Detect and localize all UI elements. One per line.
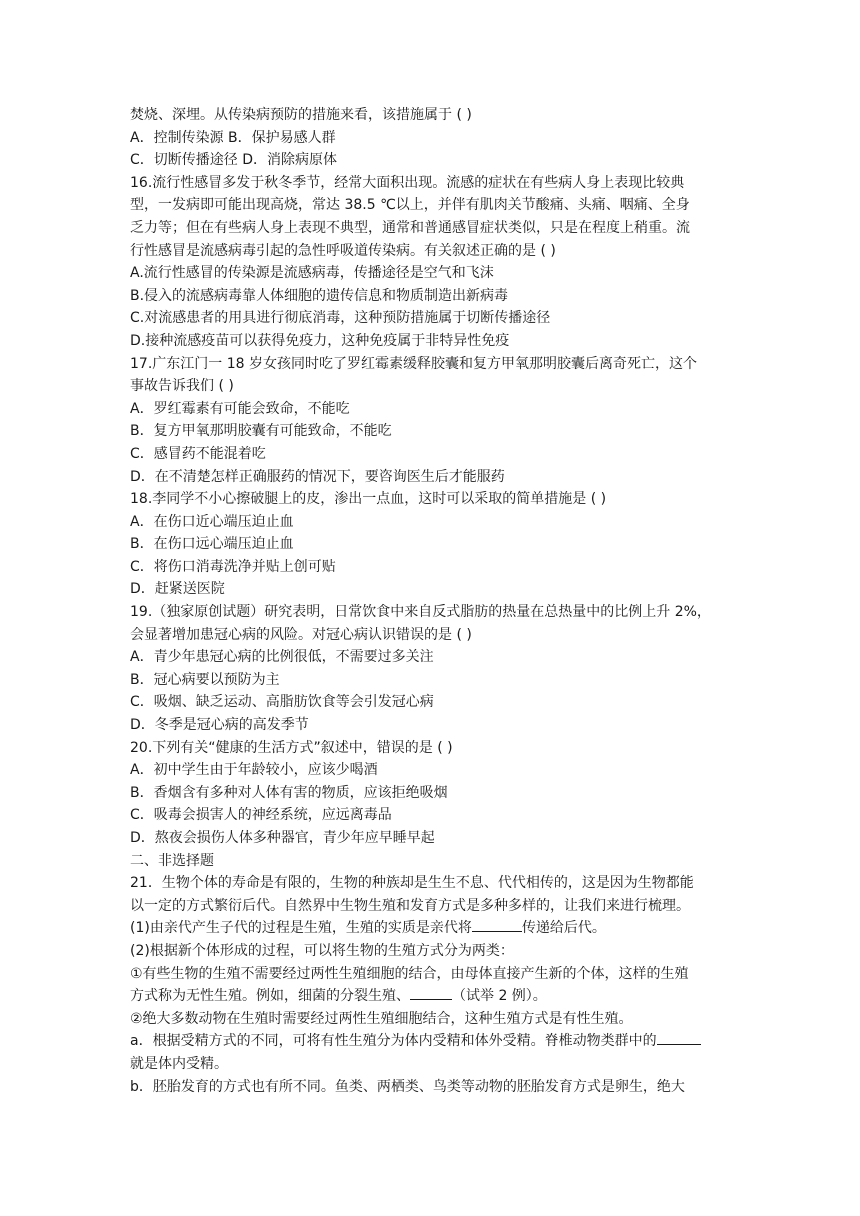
q21-part-a-2: 就是体内受精。	[130, 1055, 228, 1072]
q20-option-d: D．熬夜会损伤人体多种器官，青少年应早睡早起	[130, 830, 435, 846]
q21-part-2-2: ②绝大多数动物在生殖时需要经过两性生殖细胞结合，这种生殖方式是有性生殖。	[130, 1010, 633, 1027]
q16-option-b: B.侵入的流感病毒靠人体细胞的遗传信息和物质制造出新病毒	[130, 287, 509, 304]
q21-part-1-text: (1)由亲代产生子代的过程是生殖，生殖的实质是亲代将	[130, 920, 472, 937]
q21-part-2-1-a: ①有些生物的生殖不需要经过两性生殖细胞的结合，由母体直接产生新的个体，这样的生殖	[130, 965, 689, 982]
q21-part-2: (2)根据新个体形成的过程，可以将生物的生殖方式分为两类：	[130, 942, 514, 959]
q21-part-1	[130, 917, 732, 940]
q18-option-c: C．将伤口消毒洗净并贴上创可贴	[130, 558, 336, 575]
q17-option-a: A．罗红霉素有可能会致命，不能吃	[130, 400, 350, 417]
q16-option-d: D.接种流感疫苗可以获得免疫力，这种免疫属于非特异性免疫	[130, 332, 510, 349]
q16-stem-1: 16.流行性感冒多发于秋冬季节，经常大面积出现。流感的症状在有些病人身上表现比较典	[130, 174, 685, 191]
q21-part-b-1: b．胚胎发育的方式也有所不同。鱼类、两栖类、鸟类等动物的胚胎发育方式是卵生，绝大	[130, 1078, 685, 1095]
q21-stem-2: 以一定的方式繁衍后代。自然界中生物生殖和发育方式是多种多样的，让我们来进行梳理。	[130, 897, 690, 914]
q19-stem-2: 会显著增加患冠心病的风险。对冠心病认识错误的是 ( )	[130, 626, 472, 643]
q21-part-2-1-b-text: 方式称为无性生殖。例如，细菌的分裂生殖、	[130, 988, 410, 1005]
q21-stem-1: 21．生物个体的寿命是有限的，生物的种族却是生生不息、代代相传的，这是因为生物都能	[130, 875, 694, 892]
q21-part-1-tail: 传递给后代。	[521, 920, 606, 937]
q19-option-d: D．冬季是冠心病的高发季节	[130, 717, 309, 734]
q16-option-a: A.流行性感冒的传染源是流感病毒，传播途径是空气和飞沫	[130, 265, 494, 282]
q17-option-d: D．在不清楚怎样正确服药的情况下，要咨询医生后才能服药	[130, 468, 505, 485]
q16-option-c: C.对流感患者的用具进行彻底消毒，这种预防措施属于切断传播途径	[130, 310, 551, 327]
q19-option-b: B．冠心病要以预防为主	[130, 671, 280, 688]
q16-stem-2: 型，一发病即可能出现高烧，常达 38.5 ℃以上，并伴有肌肉关节酸痛、头痛、咽痛、全身	[130, 197, 690, 214]
q20-option-c: C．吸毒会损害人的神经系统，应远离毒品	[130, 807, 392, 824]
section-heading-non-choice: 二、非选择题	[130, 852, 214, 869]
answer-blank	[410, 985, 452, 1000]
q21-part-a-1	[130, 1030, 732, 1053]
q20-option-a: A．初中学生由于年龄较小，应该少喝酒	[130, 762, 378, 779]
q20-option-b: B．香烟含有多种对人体有害的物质，应该拒绝吸烟	[130, 784, 448, 801]
q19-option-a: A．青少年患冠心病的比例很低，不需要过多关注	[130, 649, 434, 666]
q16-stem-3: 乏力等；但在有些病人身上表现不典型，通常和普通感冒症状类似，只是在程度上稍重。流	[130, 219, 690, 236]
q15-options-ab: A．控制传染源 B．保护易感人群	[130, 129, 336, 146]
q18-option-d: D．赶紧送医院	[130, 581, 225, 598]
q21-part-a-text: a．根据受精方式的不同，可将有性生殖分为体内受精和体外受精。脊椎动物类群中的	[130, 1033, 657, 1050]
answer-blank	[657, 1030, 701, 1045]
q21-part-2-1-b-tail: （试举 2 例）。	[452, 988, 547, 1005]
q17-stem-1: 17.广东江门一 18 岁女孩同时吃了罗红霉素缓释胶囊和复方甲氧那明胶囊后离奇死亡，这个	[130, 355, 697, 372]
q18-stem: 18.李同学不小心擦破腿上的皮，渗出一点血，这时可以采取的简单措施是 ( )	[130, 491, 607, 508]
exam-text	[130, 104, 732, 1098]
q15-stem-end: 焚烧、深埋。从传染病预防的措施来看，该措施属于 ( )	[130, 107, 472, 123]
answer-blank	[472, 917, 522, 932]
q20-stem: 20.下列有关“健康的生活方式”叙述中，错误的是 ( )	[130, 739, 453, 756]
q16-stem-4: 行性感冒是流感病毒引起的急性呼吸道传染病。有关叙述正确的是 ( )	[130, 242, 556, 259]
q19-option-c: C．吸烟、缺乏运动、高脂肪饮食等会引发冠心病	[130, 694, 434, 711]
q17-option-b: B．复方甲氧那明胶囊有可能致命，不能吃	[130, 423, 392, 440]
q17-stem-2: 事故告诉我们 ( )	[130, 378, 234, 395]
q18-option-b: B．在伤口远心端压迫止血	[130, 536, 294, 553]
q18-option-a: A．在伤口近心端压迫止血	[130, 513, 294, 530]
q17-option-c: C．感冒药不能混着吃	[130, 445, 266, 462]
q21-part-2-1-b	[130, 985, 732, 1008]
q15-options-cd: C．切断传播途径 D．消除病原体	[130, 152, 338, 169]
q19-stem-1: 19.（独家原创试题）研究表明，日常饮食中来自反式脂肪的热量在总热量中的比例上升 2%，	[130, 604, 711, 621]
